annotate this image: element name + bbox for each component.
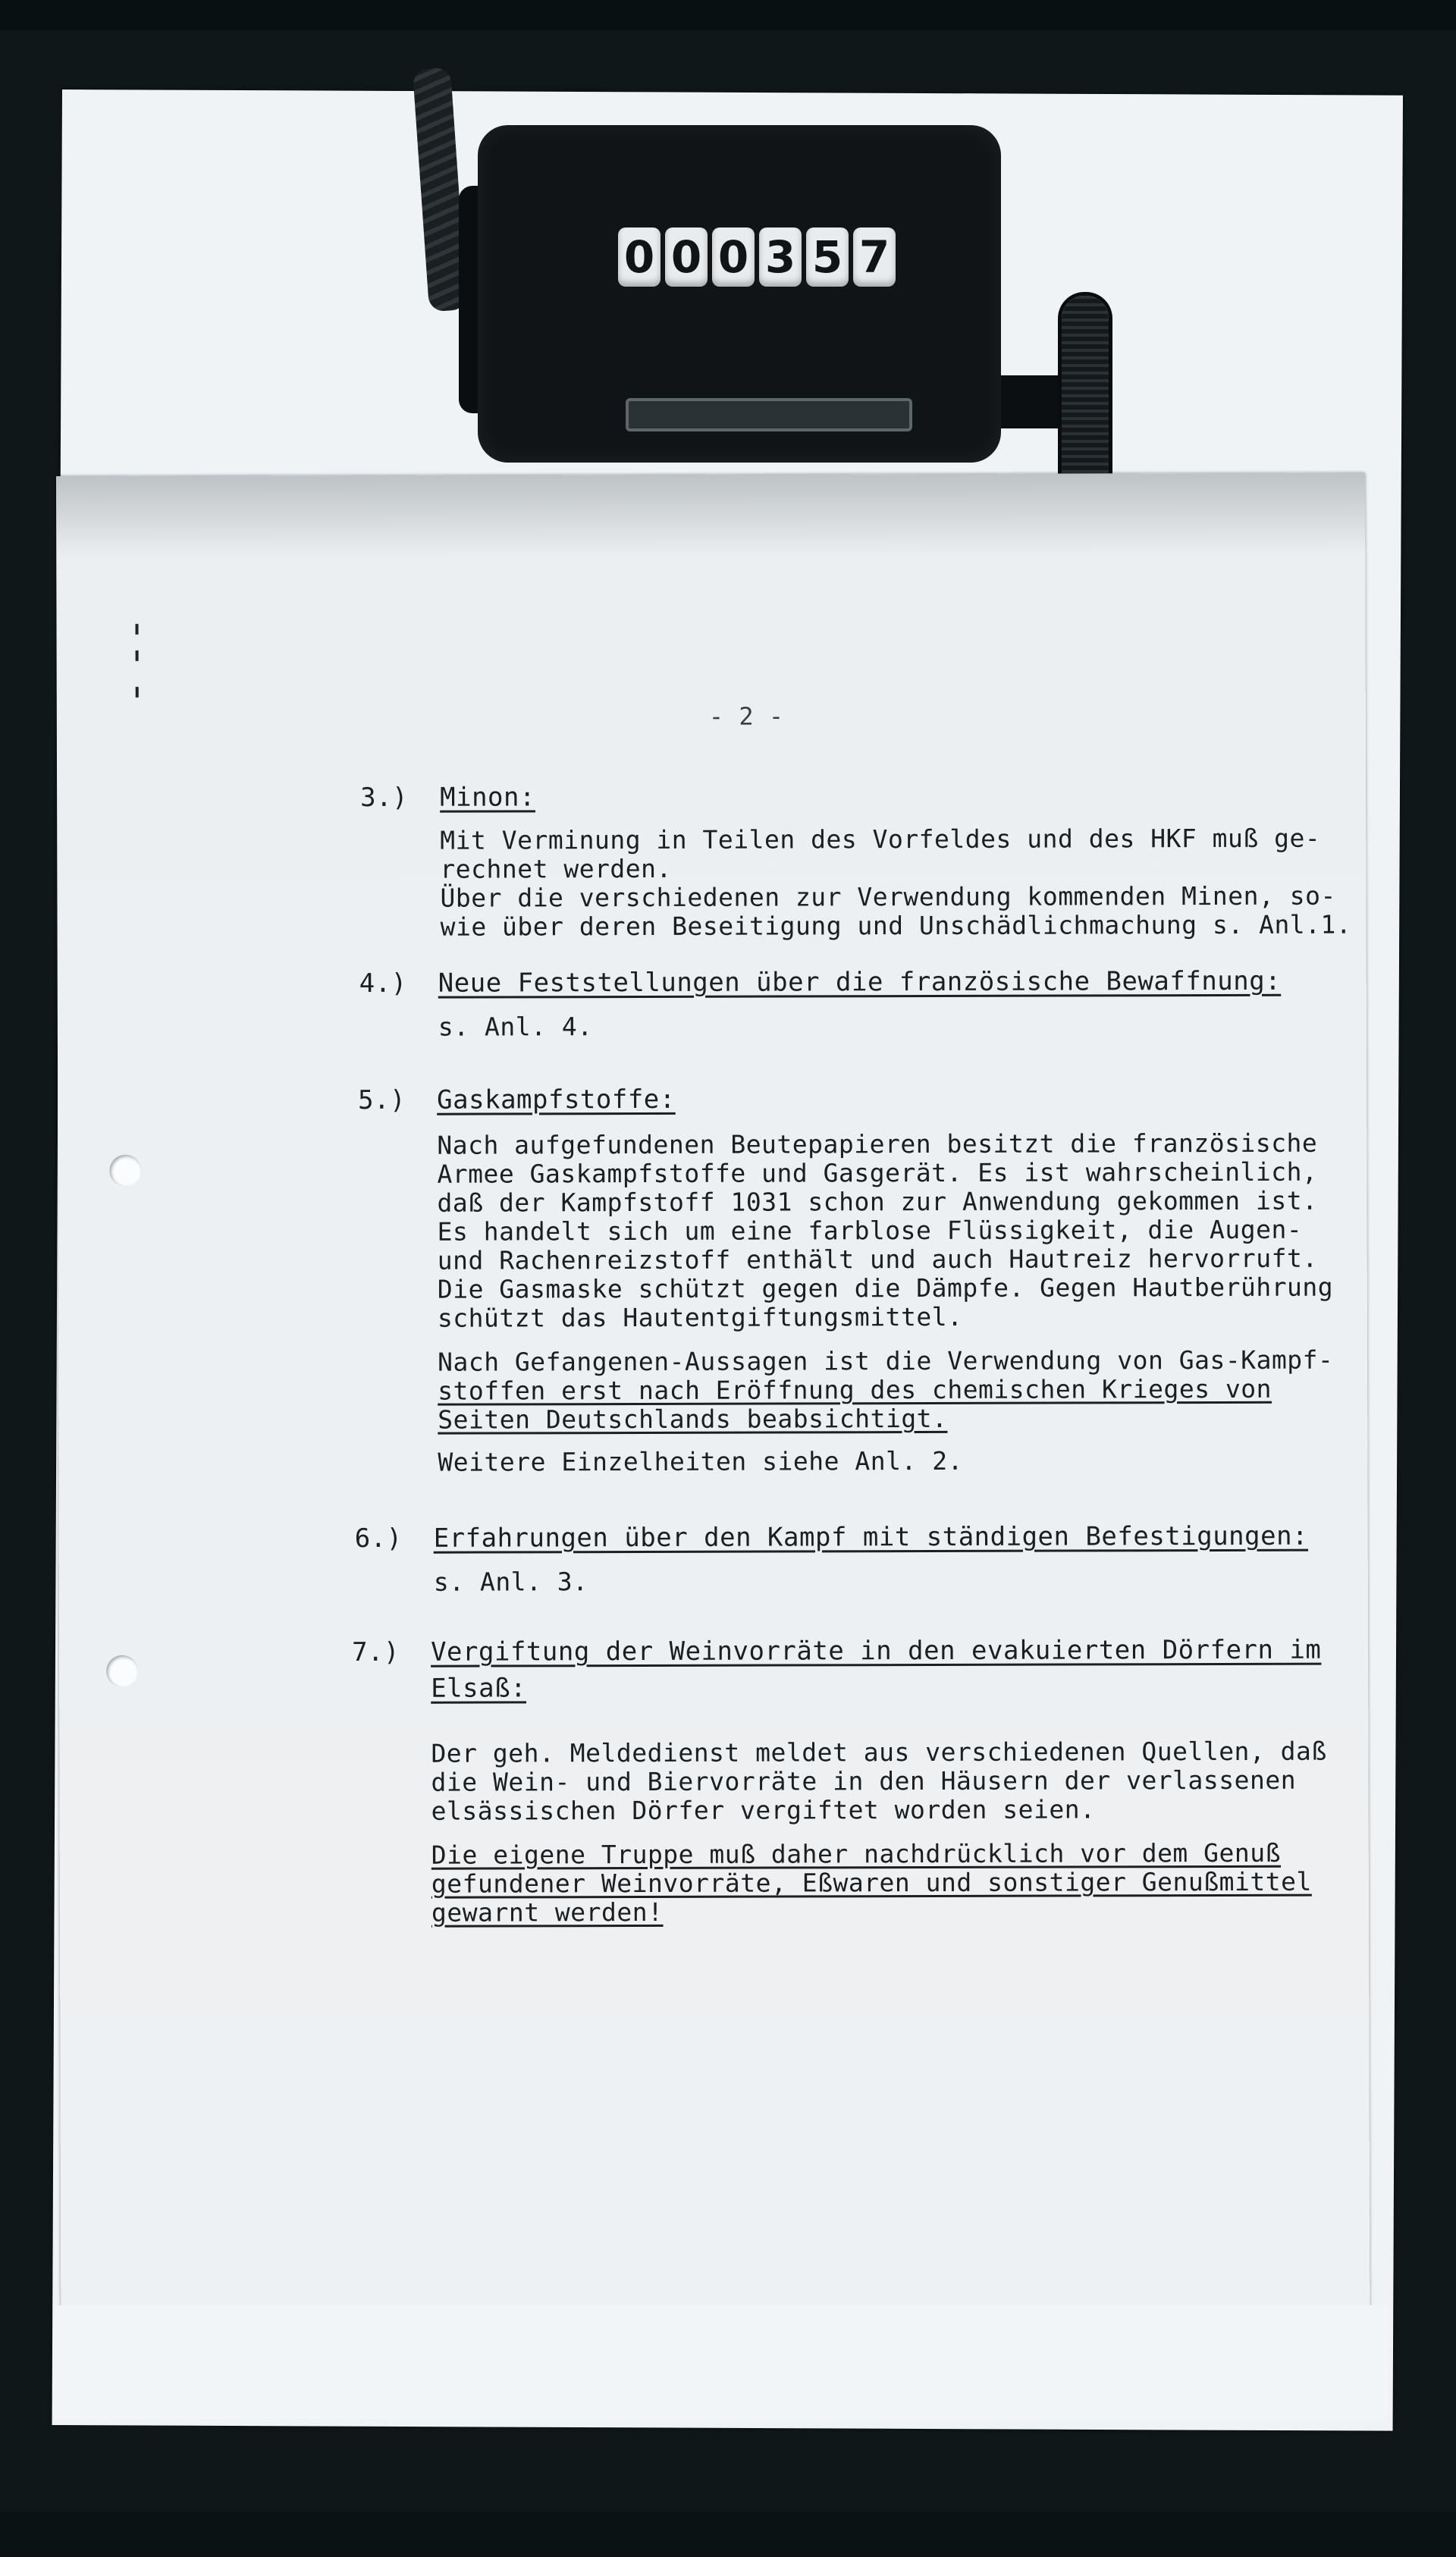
body-line: Die Gasmaske schützt gegen die Dämpfe. Gegen Hautberührung [437, 1272, 1334, 1304]
body-line: Nach Gefangenen-Aussagen ist die Verwendung von Gas-Kampf- [438, 1344, 1334, 1377]
margin-mark [136, 651, 139, 661]
body-line: wie über deren Beseitigung und Unschädlichmachung s. Anl.1. [440, 909, 1352, 942]
counter-axle [1001, 375, 1069, 428]
counter-digit: 0 [712, 227, 755, 287]
page-number: - 2 - [708, 701, 784, 731]
section-number: 4.) [359, 968, 407, 999]
body-line: Weitere Einzelheiten siehe Anl. 2. [438, 1445, 963, 1477]
body-line: elsässischen Dörfer vergiftet worden seien. [431, 1794, 1096, 1826]
body-line: stoffen erst nach Eröffnung des chemischen Krieges von [438, 1373, 1272, 1406]
body-line: s. Anl. 4. [438, 1012, 593, 1042]
base-strip [53, 2305, 1388, 2419]
section-title: Elsaß: [431, 1673, 527, 1704]
section-title: Minon: [440, 782, 535, 813]
counter-slot [626, 398, 912, 431]
section-title: Erfahrungen über den Kampf mit ständigen Befestigungen: [433, 1520, 1309, 1554]
film-edge-bottom [0, 2512, 1456, 2557]
margin-mark [136, 624, 139, 635]
section-number: 5.) [358, 1084, 406, 1115]
punch-hole [106, 1655, 138, 1687]
body-line: Die eigene Truppe muß daher nachdrücklich vor dem Genuß [431, 1837, 1282, 1870]
body-line: gefundener Weinvorräte, Eßwaren und sonstiger Genußmittel [431, 1866, 1312, 1899]
frame-counter [478, 125, 1035, 463]
body-line: Es handelt sich um eine farblose Flüssigkeit, die Augen- [437, 1214, 1303, 1247]
body-line: Mit Verminung in Teilen des Vorfeldes und des HKF muß ge- [440, 823, 1321, 855]
section-title: Gaskampfstoffe: [437, 1084, 676, 1115]
section-title: Vergiftung der Weinvorräte in den evakuierten Dörfern im [431, 1634, 1322, 1668]
counter-digit: 0 [618, 227, 661, 287]
document-page [56, 472, 1370, 2320]
body-line: gewarnt werden! [431, 1897, 664, 1928]
counter-digit: 0 [665, 227, 708, 287]
body-line: Armee Gaskampfstoffe und Gasgerät. Es ist wahrscheinlich, [437, 1156, 1318, 1189]
section-number: 6.) [354, 1523, 403, 1554]
margin-mark [136, 687, 139, 698]
body-line: die Wein- und Biervorräte in den Häusern der verlassenen [431, 1765, 1297, 1797]
body-line: s. Anl. 3. [433, 1567, 588, 1597]
body-line: daß der Kampfstoff 1031 schon zur Anwendung gekommen ist. [437, 1185, 1318, 1218]
counter-digit: 5 [806, 227, 849, 287]
section-number: 7.) [352, 1636, 400, 1668]
counter-digit: 7 [853, 227, 896, 287]
body-line: Der geh. Meldedienst meldet aus verschiedenen Quellen, daß [431, 1736, 1327, 1768]
film-edge-top [0, 0, 1456, 30]
counter-digit: 3 [759, 227, 802, 287]
body-line: Über die verschiedenen zur Verwendung kommenden Minen, so- [440, 880, 1336, 913]
body-line: Seiten Deutschlands beabsichtigt. [438, 1403, 948, 1435]
body-line: schützt das Hautentgiftungsmittel. [437, 1301, 963, 1333]
section-number: 3.) [360, 782, 409, 813]
section-title: Neue Feststellungen über die französische Bewaffnung: [438, 965, 1282, 999]
counter-body [478, 125, 1001, 463]
body-line: rechnet werden. [440, 853, 672, 884]
counter-digits [618, 227, 896, 287]
body-line: und Rachenreizstoff enthält und auch Hautreiz hervorruft. [437, 1243, 1318, 1275]
body-line: Nach aufgefundenen Beutepapieren besitzt die französische [437, 1128, 1318, 1160]
punch-hole [109, 1155, 141, 1187]
